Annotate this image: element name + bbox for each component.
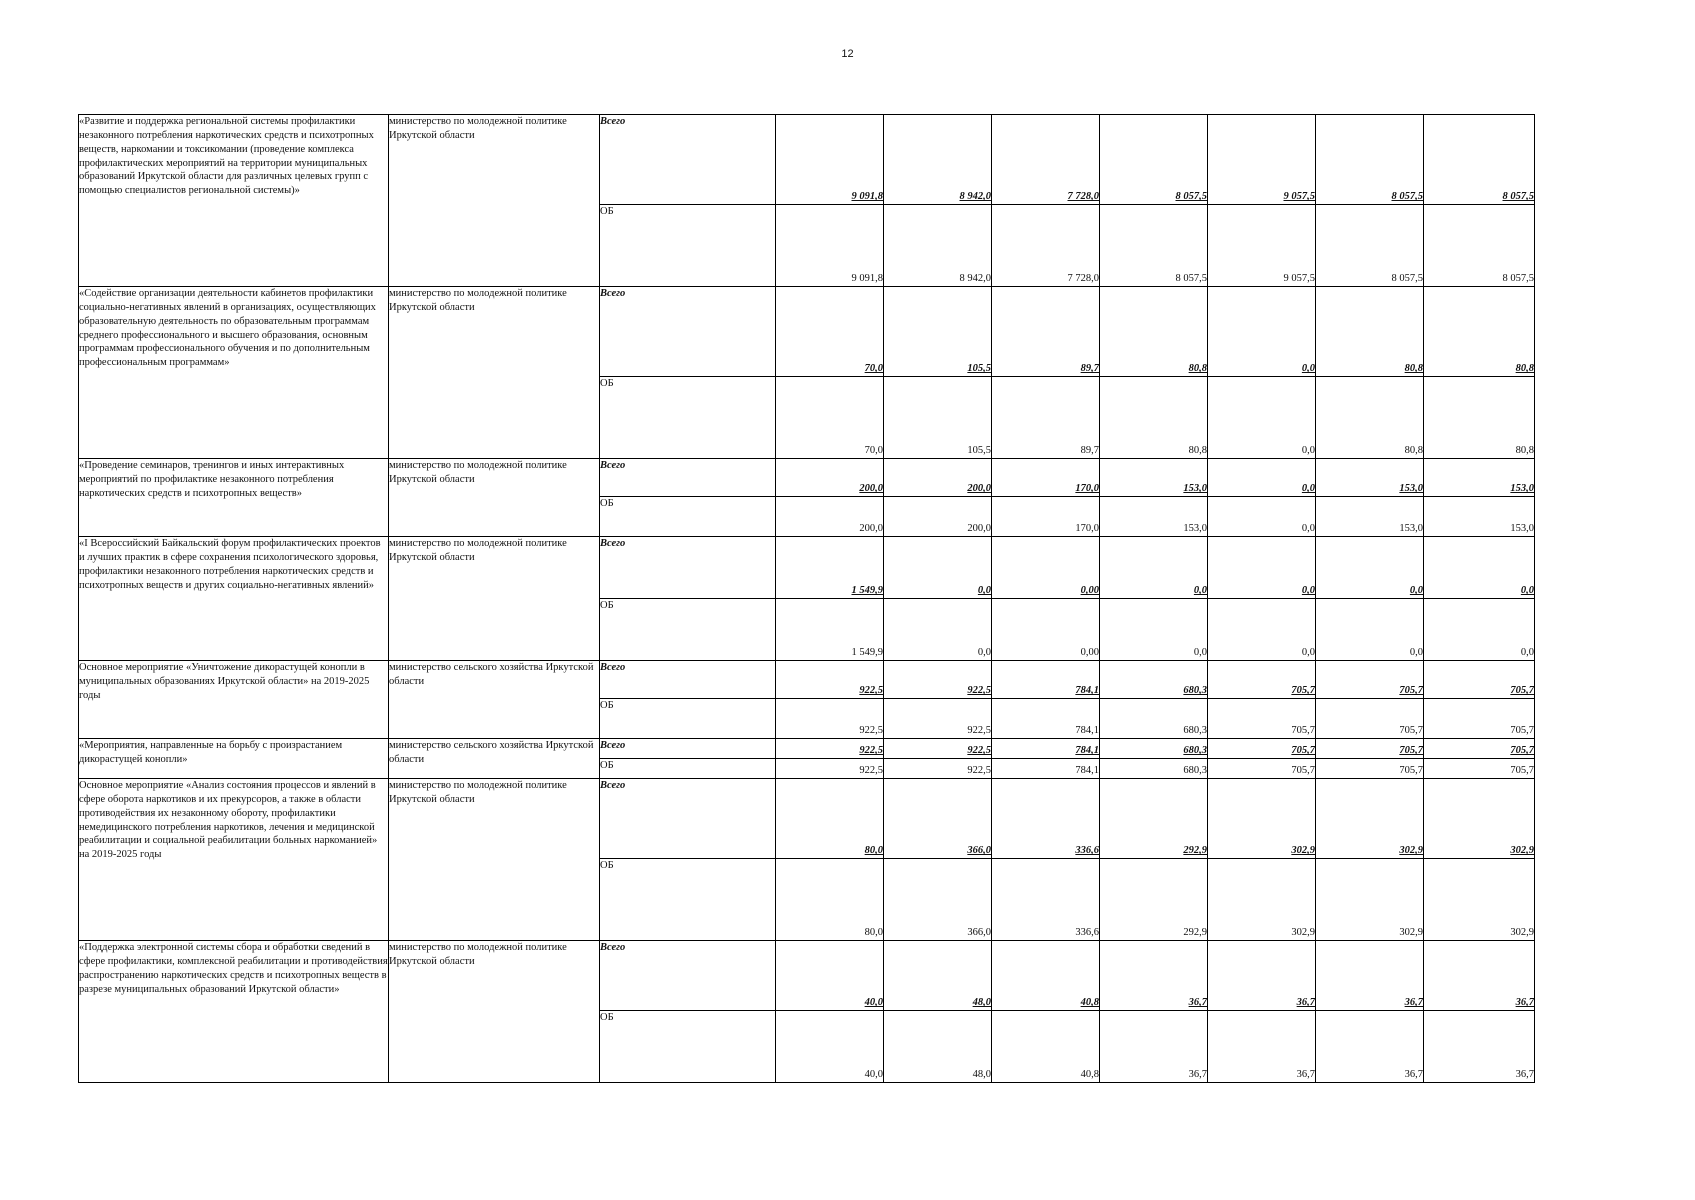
page-number: 12: [841, 48, 854, 60]
activity-description: Основное мероприятие «Анализ состояния процессов и явлений в сфере оборота наркотиков и их прекурсоров, а также в области противодействия их незаконному обороту, профилактики немедицинского потребления наркотиков, лечения и медицинской реабилитации и социальной реабилитации больных наркоманией» на 2019-2025 годы: [79, 779, 389, 941]
activity-description: «Мероприятия, направленные на борьбу с произрастанием дикорастущей конопли»: [79, 739, 389, 779]
total-value-cell: 8 057,5: [1316, 115, 1424, 205]
ob-value-cell: 9 057,5: [1208, 205, 1316, 287]
ob-value-cell: 153,0: [1424, 497, 1535, 537]
ob-value-cell: 705,7: [1424, 759, 1535, 779]
funding-total-label: Всего: [600, 459, 776, 497]
ob-value-cell: 922,5: [776, 759, 884, 779]
ob-value-cell: 200,0: [776, 497, 884, 537]
ob-value-cell: 170,0: [992, 497, 1100, 537]
total-value-cell: 105,5: [884, 287, 992, 377]
ob-value-cell: 705,7: [1316, 699, 1424, 739]
ob-value-cell: 36,7: [1100, 1011, 1208, 1083]
total-value-cell: 0,0: [1208, 287, 1316, 377]
table-row-total: [79, 941, 1535, 1011]
funding-total-label: Всего: [600, 115, 776, 205]
funding-total-label: Всего: [600, 739, 776, 759]
ob-value-cell: 0,00: [992, 599, 1100, 661]
total-value-cell: 1 549,9: [776, 537, 884, 599]
total-value-cell: 153,0: [1316, 459, 1424, 497]
total-value-cell: 922,5: [884, 739, 992, 759]
table-body: [79, 115, 1535, 1083]
ob-value-cell: 36,7: [1424, 1011, 1535, 1083]
ob-value-cell: 36,7: [1316, 1011, 1424, 1083]
table-row-total: [79, 661, 1535, 699]
ob-value-cell: 8 057,5: [1100, 205, 1208, 287]
funding-ob-label: ОБ: [600, 699, 776, 739]
ob-value-cell: 922,5: [884, 699, 992, 739]
responsible-organization: министерство по молодежной политике Иркутской области: [389, 115, 600, 287]
total-value-cell: 0,0: [1424, 537, 1535, 599]
responsible-organization: министерство по молодежной политике Иркутской области: [389, 941, 600, 1083]
ob-value-cell: 705,7: [1208, 759, 1316, 779]
table-row-total: [79, 779, 1535, 859]
activity-description: Основное мероприятие «Уничтожение дикорастущей конопли в муниципальных образованиях Иркутской области» на 2019-2025 годы: [79, 661, 389, 739]
budget-table: [78, 114, 1535, 1083]
responsible-organization: министерство по молодежной политике Иркутской области: [389, 287, 600, 459]
total-value-cell: 784,1: [992, 739, 1100, 759]
total-value-cell: 302,9: [1316, 779, 1424, 859]
table-row-total: [79, 287, 1535, 377]
ob-value-cell: 922,5: [776, 699, 884, 739]
ob-value-cell: 80,0: [776, 859, 884, 941]
total-value-cell: 36,7: [1208, 941, 1316, 1011]
total-value-cell: 80,8: [1316, 287, 1424, 377]
total-value-cell: 48,0: [884, 941, 992, 1011]
total-value-cell: 40,0: [776, 941, 884, 1011]
ob-value-cell: 36,7: [1208, 1011, 1316, 1083]
total-value-cell: 200,0: [776, 459, 884, 497]
total-value-cell: 8 057,5: [1100, 115, 1208, 205]
total-value-cell: 302,9: [1424, 779, 1535, 859]
total-value-cell: 0,0: [884, 537, 992, 599]
total-value-cell: 8 942,0: [884, 115, 992, 205]
ob-value-cell: 80,8: [1424, 377, 1535, 459]
total-value-cell: 336,6: [992, 779, 1100, 859]
ob-value-cell: 200,0: [884, 497, 992, 537]
ob-value-cell: 0,0: [1208, 497, 1316, 537]
ob-value-cell: 8 057,5: [1424, 205, 1535, 287]
ob-value-cell: 80,8: [1100, 377, 1208, 459]
ob-value-cell: 0,0: [1208, 377, 1316, 459]
total-value-cell: 292,9: [1100, 779, 1208, 859]
responsible-organization: министерство по молодежной политике Иркутской области: [389, 537, 600, 661]
ob-value-cell: 0,0: [1208, 599, 1316, 661]
ob-value-cell: 1 549,9: [776, 599, 884, 661]
ob-value-cell: 70,0: [776, 377, 884, 459]
ob-value-cell: 0,0: [1100, 599, 1208, 661]
funding-ob-label: ОБ: [600, 759, 776, 779]
total-value-cell: 705,7: [1208, 739, 1316, 759]
total-value-cell: 705,7: [1316, 661, 1424, 699]
funding-total-label: Всего: [600, 287, 776, 377]
ob-value-cell: 40,8: [992, 1011, 1100, 1083]
table-row-total: [79, 537, 1535, 599]
responsible-organization: министерство сельского хозяйства Иркутской области: [389, 739, 600, 779]
ob-value-cell: 8 057,5: [1316, 205, 1424, 287]
ob-value-cell: 9 091,8: [776, 205, 884, 287]
ob-value-cell: 89,7: [992, 377, 1100, 459]
ob-value-cell: 302,9: [1208, 859, 1316, 941]
ob-value-cell: 80,8: [1316, 377, 1424, 459]
ob-value-cell: 366,0: [884, 859, 992, 941]
ob-value-cell: 0,0: [884, 599, 992, 661]
ob-value-cell: 105,5: [884, 377, 992, 459]
ob-value-cell: 0,0: [1424, 599, 1535, 661]
funding-ob-label: ОБ: [600, 1011, 776, 1083]
ob-value-cell: 153,0: [1100, 497, 1208, 537]
funding-total-label: Всего: [600, 661, 776, 699]
ob-value-cell: 40,0: [776, 1011, 884, 1083]
total-value-cell: 153,0: [1424, 459, 1535, 497]
ob-value-cell: 292,9: [1100, 859, 1208, 941]
activity-description: «Поддержка электронной системы сбора и обработки сведений в сфере профилактики, комплексной реабилитации и противодействия распространению наркотических средств и психотропных веществ в разрезе муниципальных образований Иркутской области»: [79, 941, 389, 1083]
total-value-cell: 36,7: [1316, 941, 1424, 1011]
total-value-cell: 70,0: [776, 287, 884, 377]
funding-ob-label: ОБ: [600, 205, 776, 287]
total-value-cell: 680,3: [1100, 661, 1208, 699]
funding-ob-label: ОБ: [600, 377, 776, 459]
ob-value-cell: 784,1: [992, 759, 1100, 779]
total-value-cell: 9 057,5: [1208, 115, 1316, 205]
ob-value-cell: 8 942,0: [884, 205, 992, 287]
total-value-cell: 170,0: [992, 459, 1100, 497]
total-value-cell: 153,0: [1100, 459, 1208, 497]
total-value-cell: 0,0: [1100, 537, 1208, 599]
ob-value-cell: 336,6: [992, 859, 1100, 941]
total-value-cell: 8 057,5: [1424, 115, 1535, 205]
total-value-cell: 0,00: [992, 537, 1100, 599]
responsible-organization: министерство по молодежной политике Иркутской области: [389, 459, 600, 537]
total-value-cell: 80,0: [776, 779, 884, 859]
total-value-cell: 9 091,8: [776, 115, 884, 205]
ob-value-cell: 302,9: [1424, 859, 1535, 941]
ob-value-cell: 0,0: [1316, 599, 1424, 661]
total-value-cell: 705,7: [1424, 739, 1535, 759]
total-value-cell: 922,5: [776, 661, 884, 699]
ob-value-cell: 705,7: [1316, 759, 1424, 779]
ob-value-cell: 705,7: [1424, 699, 1535, 739]
total-value-cell: 0,0: [1208, 537, 1316, 599]
activity-description: «Проведение семинаров, тренингов и иных интерактивных мероприятий по профилактике незаконного потребления наркотических средств и психотропных веществ»: [79, 459, 389, 537]
ob-value-cell: 784,1: [992, 699, 1100, 739]
total-value-cell: 705,7: [1208, 661, 1316, 699]
funding-total-label: Всего: [600, 941, 776, 1011]
ob-value-cell: 680,3: [1100, 699, 1208, 739]
total-value-cell: 302,9: [1208, 779, 1316, 859]
table-row-total: [79, 739, 1535, 759]
total-value-cell: 0,0: [1316, 537, 1424, 599]
total-value-cell: 7 728,0: [992, 115, 1100, 205]
total-value-cell: 80,8: [1424, 287, 1535, 377]
total-value-cell: 705,7: [1424, 661, 1535, 699]
total-value-cell: 80,8: [1100, 287, 1208, 377]
activity-description: «Развитие и поддержка региональной системы профилактики незаконного потребления наркотических средств и психотропных веществ, наркомании и токсикомании (проведение комплекса профилактических мероприятий на территории муниципальных образований Иркутской области для различных целевых групп с помощью специалистов региональной системы)»: [79, 115, 389, 287]
total-value-cell: 784,1: [992, 661, 1100, 699]
total-value-cell: 705,7: [1316, 739, 1424, 759]
total-value-cell: 40,8: [992, 941, 1100, 1011]
funding-ob-label: ОБ: [600, 859, 776, 941]
responsible-organization: министерство сельского хозяйства Иркутской области: [389, 661, 600, 739]
ob-value-cell: 302,9: [1316, 859, 1424, 941]
ob-value-cell: 922,5: [884, 759, 992, 779]
total-value-cell: 680,3: [1100, 739, 1208, 759]
ob-value-cell: 680,3: [1100, 759, 1208, 779]
total-value-cell: 89,7: [992, 287, 1100, 377]
total-value-cell: 36,7: [1424, 941, 1535, 1011]
activity-description: «I Всероссийский Байкальский форум профилактических проектов и лучших практик в сфере сохранения психологического здоровья, профилактики незаконного потребления наркотических средств и психотропных веществ и других социально-негативных явлений»: [79, 537, 389, 661]
activity-description: «Содействие организации деятельности кабинетов профилактики социально-негативных явлений в организациях, осуществляющих образовательную деятельность по образовательным программам среднего профессионального и высшего образования, основным программам профессионального обучения и по дополнительным профессиональным программам»: [79, 287, 389, 459]
funding-ob-label: ОБ: [600, 599, 776, 661]
ob-value-cell: 7 728,0: [992, 205, 1100, 287]
responsible-organization: министерство по молодежной политике Иркутской области: [389, 779, 600, 941]
total-value-cell: 366,0: [884, 779, 992, 859]
ob-value-cell: 153,0: [1316, 497, 1424, 537]
total-value-cell: 922,5: [776, 739, 884, 759]
ob-value-cell: 48,0: [884, 1011, 992, 1083]
funding-ob-label: ОБ: [600, 497, 776, 537]
funding-total-label: Всего: [600, 537, 776, 599]
total-value-cell: 200,0: [884, 459, 992, 497]
funding-total-label: Всего: [600, 779, 776, 859]
total-value-cell: 922,5: [884, 661, 992, 699]
total-value-cell: 0,0: [1208, 459, 1316, 497]
total-value-cell: 36,7: [1100, 941, 1208, 1011]
ob-value-cell: 705,7: [1208, 699, 1316, 739]
table-row-total: [79, 115, 1535, 205]
table-row-total: [79, 459, 1535, 497]
